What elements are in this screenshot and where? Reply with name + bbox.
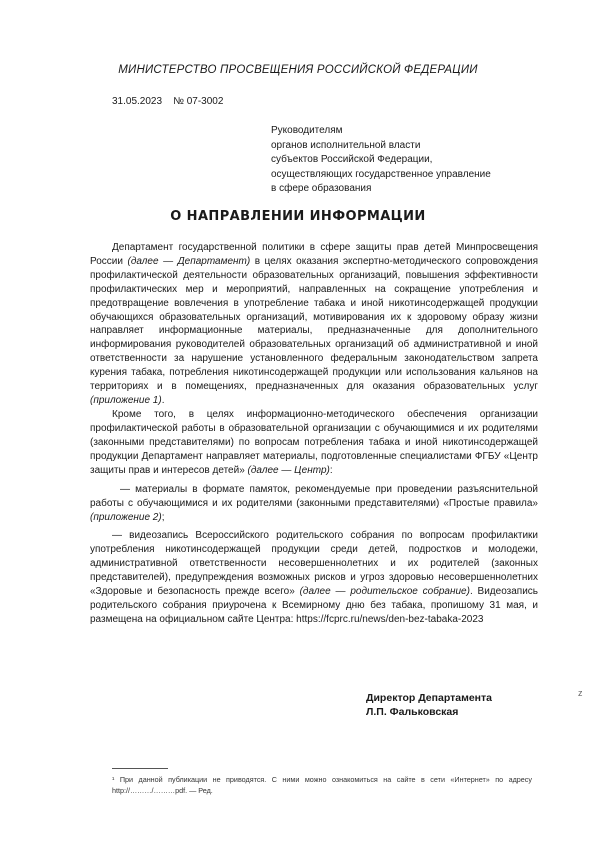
letter-date: 31.05.2023: [112, 96, 163, 107]
margin-mark: z: [578, 688, 583, 698]
signature-position: Директор Департамента: [366, 692, 493, 704]
date-number-line: [112, 96, 223, 107]
addressee-line: органов исполнительной власти: [271, 139, 421, 151]
footnote-divider: [112, 768, 168, 769]
letter-number: № 07-3002: [173, 96, 224, 107]
paragraph-materials: Кроме того, в целях информационно-методического обеспечения организации профилактической работы в образовательной организации с обучающимися и их родителями (законными представителями) по вопросам потребления табака и иной никотинсодержащей продукции Департамент направляет материалы, подготовленные специалистами ФГБУ «Центр защиты прав и интересов детей» (далее — Центр):: [90, 408, 538, 476]
document-body: [90, 241, 538, 626]
footnote: ¹ При данной публикации не приводятся. С ними можно ознакомиться на сайте в сети «Интернет» по адресу http://………/………pdf. — Ред.: [112, 775, 532, 795]
document-title: О НАПРАВЛЕНИИ ИНФОРМАЦИИ: [170, 209, 426, 224]
signature-name: Л.П. Фальковская: [366, 706, 459, 718]
signature-block: [366, 691, 492, 719]
addressee-line: субъектов Российской Федерации,: [271, 154, 433, 165]
list-item-memos: — материалы в формате памяток, рекомендуемые при проведении разъяснительной работы с обучающимися и их родителями (законными представителями) «Простые правила» (приложение 2);: [90, 484, 538, 524]
addressee-line: в сфере образования: [271, 183, 372, 194]
paragraph-intro: Департамент государственной политики в сфере защиты прав детей Минпросвещения России (далее — Департамент) в целях оказания экспертно-методического сопровождения профилактической деятельности образовательных организаций, повышения эффективности профилактических мер и мероприятий, направленных на сокращение употребления и предотвращение вовлечения в употребление табака и иной никотинсодержащей продукции обучающихся образовательных организаций, мотивирования их к здоровому образу жизни направляет информационные материалы, предназначенные для дополнительного информирования руководителей образовательных организаций об административной и иной ответственности за нарушение установленного федеральным законодательством запрета курения табака, потребления никотинсодержащей продукции или использования кальянов на территориях и в помещениях, предназначенных для оказания образовательных услуг (приложение 1).: [90, 242, 538, 406]
addressee-line: Руководителям: [271, 125, 343, 136]
list-item-video: — видеозапись Всероссийского родительского собрания по вопросам профилактики употребления никотинсодержащей продукции среди детей, подростков и молодежи, административной ответственности несовершеннолетних и их родителей (законных представителей), предупреждения возможных рисков и угроз здоровью несовершеннолетних «Здоровые и безопасность прежде всего» (далее — родительское собрание). Видеозапись родительского собрания приурочена к Всемирному дню без табака, пропишому 31 мая, и размещена на официальном сайте Центра: https://fcprc.ru/news/den-bez-tabaka-2023: [90, 530, 539, 625]
addressee-line: осуществляющих государственное управление: [271, 168, 491, 180]
ministry-header: МИНИСТЕРСТВО ПРОСВЕЩЕНИЯ РОССИЙСКОЙ ФЕДЕРАЦИИ: [118, 64, 478, 76]
addressee-block: [271, 124, 491, 197]
